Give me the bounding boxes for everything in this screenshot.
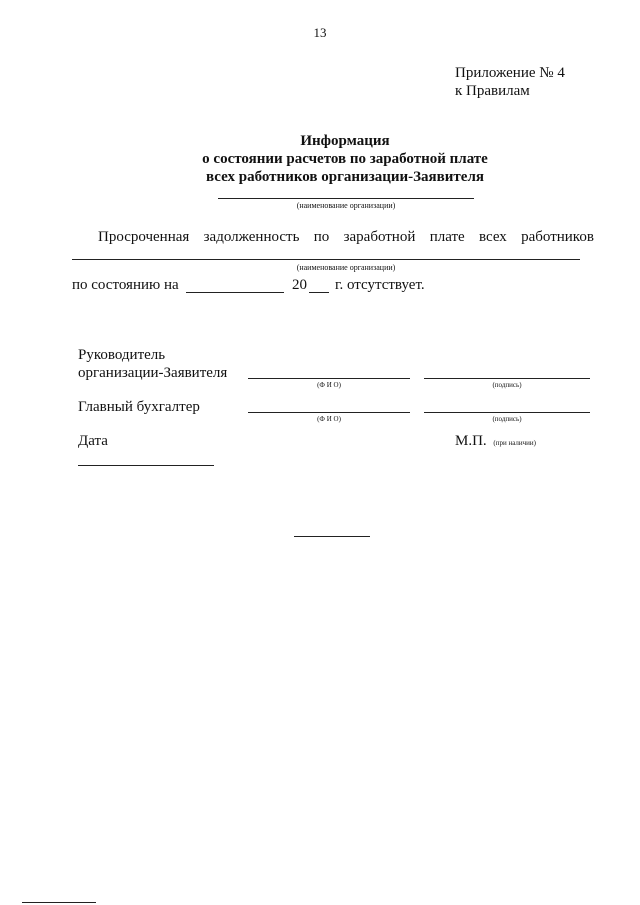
accountant-signature-caption: (подпись) (492, 415, 522, 423)
debt-word: работников (521, 229, 594, 245)
date-line (78, 465, 214, 466)
org-name-caption-2: (наименование организации) (296, 263, 396, 272)
year-prefix: 20 (292, 277, 307, 293)
debt-word: задолженность (203, 229, 300, 245)
end-separator (294, 536, 370, 537)
debt-word: Просроченная (98, 229, 190, 245)
footnote-separator (22, 902, 96, 903)
head-label-2: организации-Заявителя (78, 365, 228, 381)
head-signature-line (424, 378, 590, 379)
appendix-rules: к Правилам (455, 83, 530, 99)
as-of-label: по состоянию на (72, 277, 179, 293)
year-blank-line (309, 292, 329, 293)
org-name-line-2 (72, 259, 580, 260)
debt-sentence (98, 228, 594, 246)
head-label-1: Руководитель (78, 347, 166, 363)
org-name-line (218, 198, 474, 199)
debt-word: по (313, 229, 330, 245)
title-subheading-1: о состоянии расчетов по заработной плате (202, 151, 488, 167)
date-label: Дата (78, 433, 108, 449)
seal-note: (при наличии) (493, 439, 536, 447)
accountant-fio-line (248, 412, 410, 413)
head-signature-caption: (подпись) (492, 381, 522, 389)
accountant-fio-caption: (Ф И О) (317, 415, 341, 423)
title-heading: Информация (300, 133, 390, 149)
debt-word: всех (479, 229, 507, 245)
seal-label: М.П. (455, 433, 487, 449)
date-blank-line (186, 292, 284, 293)
accountant-label: Главный бухгалтер (78, 399, 200, 415)
page-number: 13 (313, 25, 327, 40)
appendix-number: Приложение № 4 (455, 65, 565, 81)
debt-word: заработной (343, 229, 416, 245)
debt-word: плате (429, 229, 465, 245)
title-subheading-2: всех работников организации-Заявителя (206, 169, 484, 185)
head-fio-line (248, 378, 410, 379)
org-name-caption: (наименование организации) (296, 201, 396, 210)
head-fio-caption: (Ф И О) (317, 381, 341, 389)
accountant-signature-line (424, 412, 590, 413)
debt-status: г. отсутствует. (335, 277, 425, 293)
seal-block (455, 432, 536, 452)
